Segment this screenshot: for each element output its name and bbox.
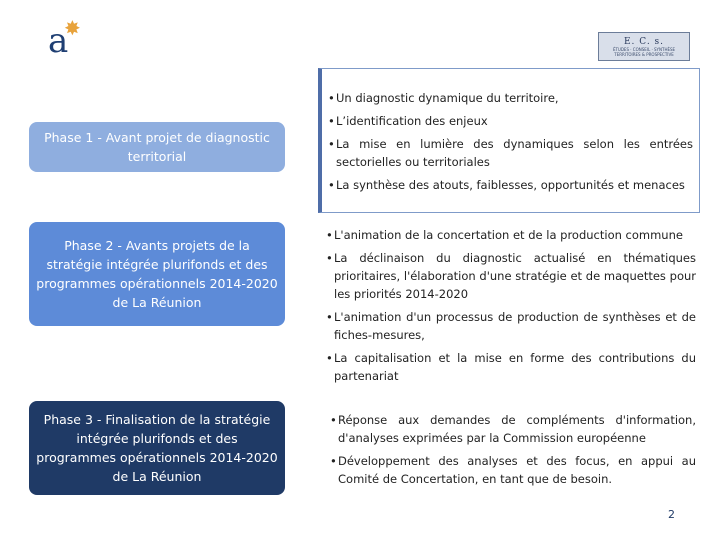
- list-item-text: La synthèse des atouts, faiblesses, opportunités et menaces: [336, 178, 685, 192]
- list-item: [328, 176, 693, 194]
- list-item-text: L'animation de la concertation et de la production commune: [334, 228, 683, 242]
- phase-1-bullet-list: [318, 68, 700, 213]
- phase-3-bullet-list: [318, 411, 700, 493]
- list-item-text: Un diagnostic dynamique du territoire,: [336, 91, 559, 105]
- list-item-text: Développement des analyses et des focus, en appui au Comité de Concertation, en tant que de besoin.: [338, 454, 696, 486]
- phase-3-box: [29, 401, 285, 495]
- bullet-icon: •: [326, 310, 333, 324]
- list-item: [326, 249, 696, 303]
- phase-2-box: [29, 222, 285, 326]
- list-item: [328, 89, 693, 107]
- ecs-logo-subtitle-2: TERRITOIRES & PROSPECTIVE: [614, 51, 674, 57]
- star-icon: ✸: [64, 16, 81, 40]
- bullet-icon: •: [326, 228, 333, 242]
- phase-2-bullet-list: [318, 226, 700, 390]
- ecs-logo-title: E. C. s.: [623, 36, 665, 47]
- list-item-text: Réponse aux demandes de compléments d'information, d'analyses exprimées par la Commission européenne: [338, 413, 696, 445]
- organisation-logo: [44, 18, 88, 62]
- bullet-icon: •: [326, 351, 333, 365]
- bullet-icon: •: [328, 178, 335, 192]
- list-item-text: La mise en lumière des dynamiques selon les entrées sectorielles ou territoriales: [336, 137, 693, 169]
- bullet-icon: •: [328, 137, 335, 151]
- bullet-icon: •: [330, 454, 337, 468]
- phase-1-label: Phase 1 - Avant projet de diagnostic territorial: [44, 130, 270, 164]
- list-item-text: La déclinaison du diagnostic actualisé en thématiques prioritaires, l'élaboration d'une stratégie et de maquettes pour les priorités 2014-2020: [334, 251, 696, 301]
- list-item: [330, 452, 696, 488]
- bullet-icon: •: [328, 114, 335, 128]
- list-item: [326, 226, 696, 244]
- list-item: [330, 411, 696, 447]
- bullet-icon: •: [326, 251, 333, 265]
- phase-3-label: Phase 3 - Finalisation de la stratégie intégrée plurifonds et des programmes opérationnels 2014-2020 de La Réunion: [36, 412, 278, 484]
- list-item: [326, 349, 696, 385]
- list-item: [328, 135, 693, 171]
- ecs-logo: [598, 32, 690, 61]
- phase-1-box: [29, 122, 285, 172]
- list-item-text: La capitalisation et la mise en forme des contributions du partenariat: [334, 351, 696, 383]
- ecs-logo-subtitle-1: ÉTUDES · CONSEIL · SYNTHÈSE: [612, 46, 676, 52]
- bullet-icon: •: [330, 413, 337, 427]
- list-item-text: L'animation d'un processus de production de synthèses et de fiches-mesures,: [334, 310, 696, 342]
- page-number: 2: [668, 508, 675, 521]
- phase-2-label: Phase 2 - Avants projets de la stratégie intégrée plurifonds et des programmes opérationnels 2014-2020 de La Réunion: [36, 238, 278, 310]
- list-item-text: L’identification des enjeux: [336, 114, 488, 128]
- bullet-icon: •: [328, 91, 335, 105]
- list-item: [328, 112, 693, 130]
- logo-letter: a: [48, 21, 69, 61]
- list-item: [326, 308, 696, 344]
